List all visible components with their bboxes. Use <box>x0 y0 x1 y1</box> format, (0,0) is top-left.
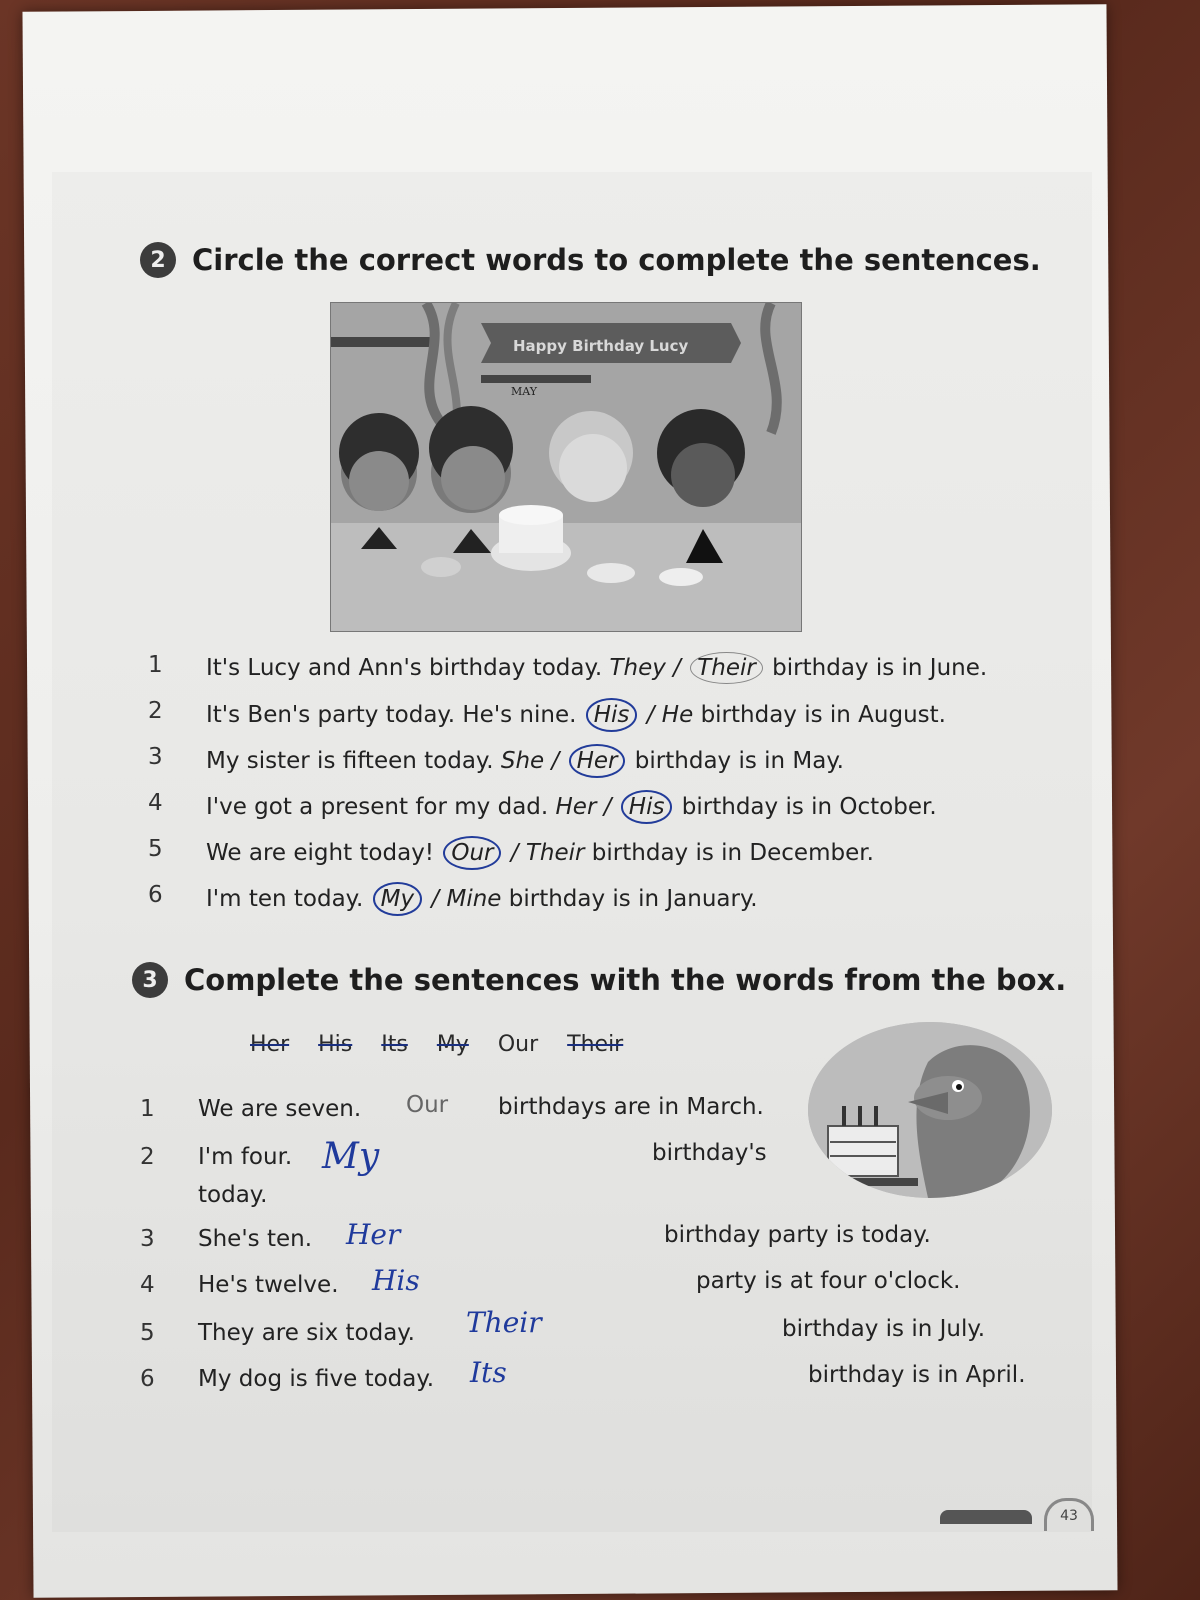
party-scene-drawing <box>331 303 801 631</box>
ex2-sep-6: / <box>431 886 440 912</box>
section-2-title: Circle the correct words to complete the sentences. <box>192 243 1041 277</box>
ex2-sep-1: / <box>673 655 681 681</box>
ex2-post-6: birthday is in January. <box>508 886 758 912</box>
ex3-post-6: birthday is in April. <box>808 1362 1026 1388</box>
ex3-num-2: 2 <box>140 1144 155 1170</box>
ex2-num-2: 2 <box>148 698 163 724</box>
page-number: 43 <box>1044 1498 1094 1531</box>
ex3-pre-6: My dog is five today. <box>198 1366 435 1392</box>
ex3-pre-1: We are seven. <box>198 1096 362 1122</box>
ex2-opt1-6[interactable]: My <box>373 882 422 916</box>
word-box <box>250 1032 645 1057</box>
ex2-post-1: birthday is in June. <box>772 655 988 681</box>
ex2-pre-5: We are eight today! <box>206 840 435 866</box>
ex2-post-3: birthday is in May. <box>634 748 844 774</box>
ex2-opt1-3[interactable]: She <box>500 748 545 774</box>
ex2-num-4: 4 <box>148 790 163 816</box>
ex3-answer-1[interactable]: Our <box>406 1092 449 1118</box>
word-their: Their <box>567 1032 624 1057</box>
ex2-num-3: 3 <box>148 744 163 770</box>
ex2-opt1-4[interactable]: Her <box>555 794 597 820</box>
fox-cake-illustration <box>808 1022 1052 1198</box>
ex2-opt2-5[interactable]: Their <box>525 840 585 866</box>
ex3-post-2: birthday's <box>652 1140 767 1166</box>
ex3-num-3: 3 <box>140 1226 155 1252</box>
ex3-answer-6[interactable]: Its <box>470 1356 507 1389</box>
ex2-pre-3: My sister is fifteen today. <box>206 748 494 774</box>
ex2-opt1-2[interactable]: His <box>586 698 638 732</box>
ex2-opt2-1[interactable]: Their <box>690 652 763 684</box>
ex3-post-5: birthday is in July. <box>782 1316 986 1342</box>
ex3-pre-2: I'm four. <box>198 1144 293 1170</box>
ex2-pre-4: I've got a present for my dad. <box>206 794 549 820</box>
ex2-sep-5: / <box>510 840 519 866</box>
word-its: Its <box>381 1032 408 1057</box>
section-tab <box>940 1510 1032 1524</box>
section-2-number: 2 <box>140 242 176 278</box>
section-3-number: 3 <box>132 962 168 998</box>
ex3-answer-3[interactable]: Her <box>346 1218 401 1251</box>
section-3-heading <box>132 962 1066 998</box>
ex3-pre-3: She's ten. <box>198 1226 313 1252</box>
ex3-num-4: 4 <box>140 1272 155 1298</box>
ex2-sep-2: / <box>646 702 655 728</box>
word-her: Her <box>250 1032 290 1057</box>
ex3-post-4: party is at four o'clock. <box>696 1268 961 1294</box>
word-his: His <box>318 1032 353 1057</box>
ex2-opt2-3[interactable]: Her <box>569 744 626 778</box>
section-2-heading <box>140 242 1041 278</box>
ex2-post-5: birthday is in December. <box>591 840 874 866</box>
ex3-answer-2[interactable]: My <box>322 1136 380 1177</box>
ex3-post2-2: today. <box>198 1182 268 1208</box>
ex3-num-1: 1 <box>140 1096 155 1122</box>
ex3-pre-4: He's twelve. <box>198 1272 339 1298</box>
ex2-pre-1: It's Lucy and Ann's birthday today. <box>206 655 603 681</box>
word-my: My <box>436 1032 469 1057</box>
ex2-sep-4: / <box>603 794 612 820</box>
birthday-party-illustration <box>330 302 802 632</box>
ex2-num-1: 1 <box>148 652 163 678</box>
ex2-opt2-2[interactable]: He <box>661 702 694 728</box>
ex2-pre-6: I'm ten today. <box>206 886 364 912</box>
ex3-answer-4[interactable]: His <box>372 1264 420 1297</box>
ex3-answer-5[interactable]: Their <box>466 1306 542 1339</box>
ex2-opt2-6[interactable]: Mine <box>446 886 502 912</box>
ex2-opt1-5[interactable]: Our <box>443 836 501 870</box>
fox-drawing <box>808 1022 1052 1198</box>
ex2-pre-2: It's Ben's party today. He's nine. <box>206 702 577 728</box>
ex3-post-1: birthdays are in March. <box>498 1094 764 1120</box>
section-3-title: Complete the sentences with the words from the box. <box>184 963 1067 997</box>
ex2-num-5: 5 <box>148 836 163 862</box>
ex2-sep-3: / <box>551 748 560 774</box>
word-our: Our <box>497 1032 539 1057</box>
ex2-post-4: birthday is in October. <box>681 794 937 820</box>
ex2-opt1-1[interactable]: They <box>609 655 666 681</box>
ex3-post-3: birthday party is today. <box>664 1222 931 1248</box>
ex2-post-2: birthday is in August. <box>700 702 946 728</box>
ex3-pre-5: They are six today. <box>198 1320 415 1346</box>
ex2-num-6: 6 <box>148 882 163 908</box>
banner-text: Happy Birthday Lucy <box>513 337 689 355</box>
ex2-opt2-4[interactable]: His <box>621 790 673 824</box>
ex3-num-5: 5 <box>140 1320 155 1346</box>
calendar-text: MAY <box>511 385 538 398</box>
ex3-num-6: 6 <box>140 1366 155 1392</box>
